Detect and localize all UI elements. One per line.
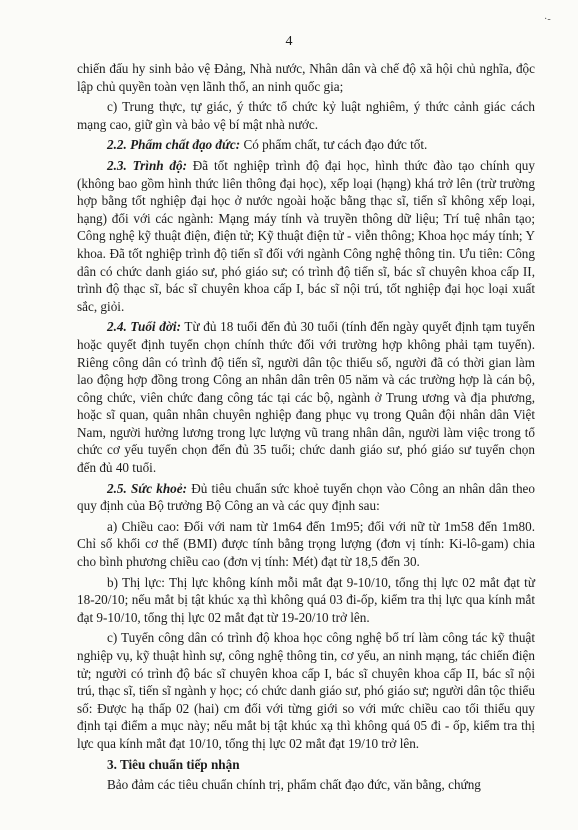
paragraph-health — [77, 480, 535, 515]
paragraph-text: Có phẩm chất, tư cách đạo đức tốt. — [240, 137, 428, 153]
page-number: 4 — [285, 34, 293, 49]
paragraph-text: Từ đủ 18 tuổi đến đủ 30 tuổi (tính đến ngày quyết định tạm tuyển hoặc quyết định tuyển chọn chính thức đối với trường hợp không phải tạm tuyển). Riêng công dân có trình độ tiến sĩ, người dân tộc thiểu số, người đã có thời gian làm lao động hợp đồng trong Công an nhân dân trên 05 năm và các trường hợp là cán bộ, công chức, viên chức đang công tác tại các bộ, ngành ở Trung ương và địa phương, hoặc sĩ quan, quân nhân chuyên nghiệp đang phục vụ trong Quân đội nhân dân Việt Nam, người hưởng lương trong lực lượng vũ trang nhân dân, người làm việc trong tổ chức cơ yếu tuyển chọn đến đủ 35 tuổi; chức danh giáo sư, phó giáo sư tuyển chọn đến đủ 40 tuổi. — [77, 319, 535, 476]
paragraph-2 — [77, 98, 535, 133]
paragraph-text: Đủ tiêu chuẩn sức khoẻ tuyển chọn vào Công an nhân dân theo quy định của Bộ trưởng Bộ Công an và các quy định sau: — [77, 480, 535, 514]
paragraph-exceptions — [77, 629, 535, 752]
section-heading: 3. Tiêu chuẩn tiếp nhận — [107, 756, 240, 772]
paragraph-text: Đã tốt nghiệp trình độ đại học, hình thức đào tạo chính quy (không bao gồm hình thức liên thông đại học), xếp loại (hạng) khá trở lên (trừ trường hợp bằng tốt nghiệp đại học ở nước ngoài hoặc bằng thạc sĩ, tiến sĩ không xếp loại, hạng) đối với các ngành: Mạng máy tính và truyền thông dữ liệu; Trí tuệ nhân tạo; Công nghệ kỹ thuật điện, điện tử; Kỹ thuật điện tử - viễn thông; Khoa học máy tính; Y khoa. Đã tốt nghiệp trình độ tiến sĩ đối với ngành Công nghệ thông tin. Ưu tiên: Công dân có chức danh giáo sư, phó giáo sư; có trình độ tiến sĩ, bác sĩ chuyên khoa cấp II, trình độ thạc sĩ, bác sĩ chuyên khoa cấp I, bác sĩ nội trú, tốt nghiệp đại học loại xuất sắc, giỏi. — [77, 157, 535, 314]
paragraph-text: Bảo đảm các tiêu chuẩn chính trị, phẩm chất đạo đức, văn bằng, chứng — [107, 777, 481, 793]
document-body — [77, 60, 535, 797]
heading-health: 2.5. Sức khoẻ: — [107, 480, 188, 496]
paragraph-text: c) Trung thực, tự giác, ý thức tổ chức kỷ luật nghiêm, ý thức cảnh giác cách mạng cao, giữ gìn và bảo vệ bí mật nhà nước. — [77, 99, 535, 132]
paragraph-education — [77, 157, 535, 315]
paragraph-text: b) Thị lực: Thị lực không kính mỗi mắt đạt 9-10/10, tổng thị lực 02 mắt đạt từ 18-20/10; nếu mắt bị tật khúc xạ thì không quá 03 đi-ốp, kiểm tra thị lực qua kính mắt đạt 9-10/10, tổng thị lực 02 mắt đạt từ 19-20/10 trở lên. — [77, 574, 535, 625]
corner-mark: ·- — [544, 14, 551, 25]
heading-education: 2.3. Trình độ: — [107, 157, 187, 173]
paragraph-text: c) Tuyển công dân có trình độ khoa học công nghệ bố trí làm công tác kỹ thuật nghiệp vụ, kỹ thuật hình sự, công nghệ thông tin, cơ yếu, an ninh mạng, tác chiến điện tử; người có trình độ bác sĩ chuyên khoa cấp I, bác sĩ chuyên khoa cấp II, bác sĩ nội trú, thạc sĩ, tiến sĩ ngành y học; có chức danh giáo sư, phó giáo sư; người dân tộc thiểu số: Được hạ thấp 02 (hai) cm đối với từng giới so với mức chiều cao tối thiểu quy định tại điểm a mục này; nếu mắt bị tật khúc xạ thì không quá 05 đi - ốp, kiểm tra thị lực qua kính mắt đạt 10/10, tổng thị lực 02 mắt đạt 19/10 trở lên. — [77, 630, 535, 751]
heading-ethics: 2.2. Phẩm chất đạo đức: — [107, 137, 241, 153]
paragraph-vision — [77, 574, 535, 627]
paragraph-height — [77, 518, 535, 571]
paragraph-last — [77, 776, 535, 794]
paragraph-text: chiến đấu hy sinh bảo vệ Đảng, Nhà nước, Nhân dân và chế độ xã hội chủ nghĩa, độc lập chủ quyền toàn vẹn lãnh thổ, an ninh quốc gia; — [77, 61, 535, 94]
heading-age: 2.4. Tuổi đời: — [107, 319, 181, 335]
paragraph-text: a) Chiều cao: Đối với nam từ 1m64 đến 1m95; đối với nữ từ 1m58 đến 1m80. Chỉ số khối cơ thể (BMI) được tính bằng trọng lượng (đơn vị tính: Ki-lô-gam) chia cho bình phương chiều cao (đơn vị tính: Mét) đạt từ 18,5 đến 30. — [77, 518, 535, 570]
paragraph-age — [77, 318, 535, 476]
paragraph-1 — [77, 60, 535, 95]
paragraph-ethics — [77, 136, 535, 154]
